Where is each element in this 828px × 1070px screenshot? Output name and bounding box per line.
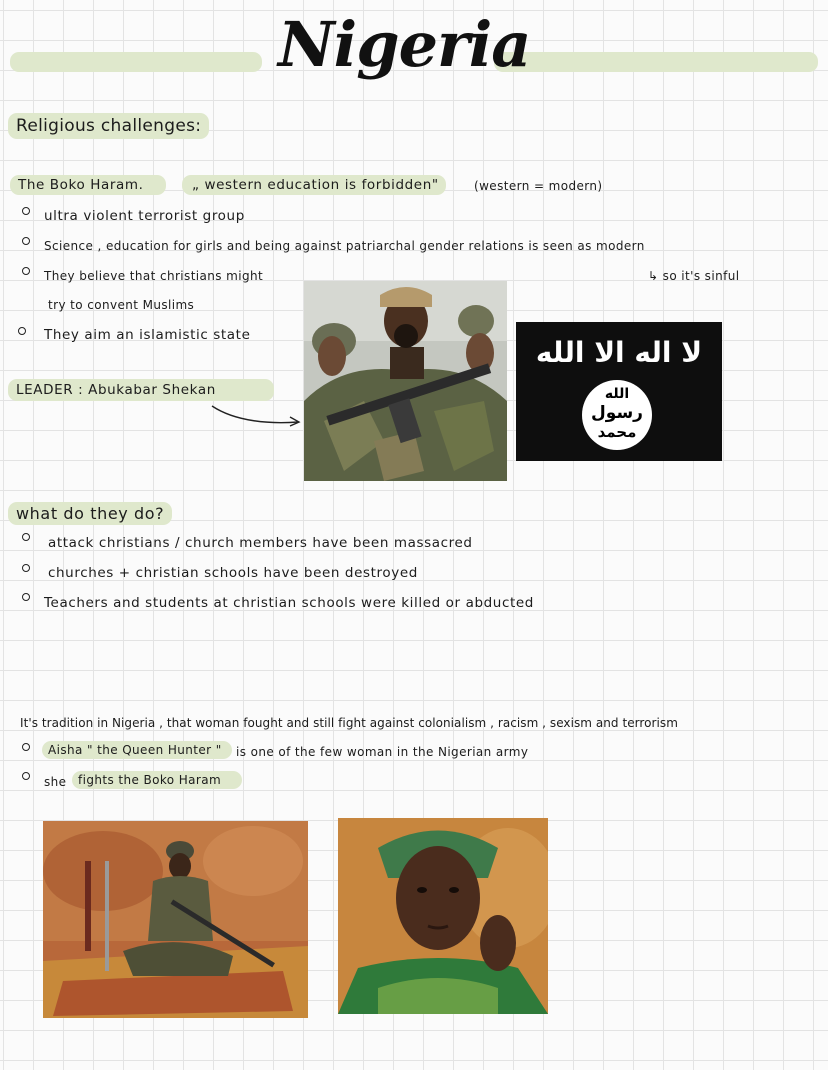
boko-bullet-2: Science , education for girls and being against patriarchal gender relations is seen as modern bbox=[44, 239, 645, 253]
seal-line-3: محمد bbox=[597, 423, 637, 441]
aisha-photo bbox=[338, 818, 548, 1014]
leader-photo bbox=[304, 281, 507, 481]
bullet-marker bbox=[18, 327, 26, 335]
bullet-marker bbox=[22, 772, 30, 780]
actions-bullet-3: Teachers and students at christian schools were killed or abducted bbox=[44, 595, 534, 611]
bullet-marker bbox=[22, 267, 30, 275]
actions-bullet-2: churches + christian schools have been destroyed bbox=[48, 565, 418, 581]
seal-line-2: رسول bbox=[591, 403, 643, 423]
arrow-icon bbox=[206, 400, 306, 430]
boko-bullet-3-cont: try to convent Muslims bbox=[48, 298, 195, 312]
boko-bullet-3: They believe that christians might bbox=[44, 269, 264, 283]
fights-highlight: fights the Boko Haram bbox=[72, 771, 242, 789]
boko-haram-label: The Boko Haram. bbox=[10, 175, 166, 195]
bullet-marker bbox=[22, 593, 30, 601]
boko-bullet-1: ultra violent terrorist group bbox=[44, 208, 245, 224]
sinful-note: ↳ so it's sinful bbox=[648, 269, 740, 283]
section-heading: Religious challenges: bbox=[8, 113, 209, 139]
bullet-marker bbox=[22, 237, 30, 245]
actions-heading: what do they do? bbox=[8, 502, 172, 525]
boko-haram-translation: „ western education is forbidden" bbox=[182, 175, 446, 195]
bullet-marker bbox=[22, 207, 30, 215]
page-title: Nigeria bbox=[278, 8, 531, 81]
title-bar-left bbox=[10, 52, 262, 72]
boko-bullet-4: They aim an islamistic state bbox=[44, 327, 251, 343]
soldier-photo bbox=[43, 821, 308, 1018]
bullet-marker bbox=[22, 564, 30, 572]
flag-seal bbox=[582, 380, 652, 450]
leader-label: LEADER : Abukabar Shekan bbox=[8, 379, 274, 401]
bullet-marker bbox=[22, 743, 30, 751]
seal-line-1: الله bbox=[604, 386, 630, 402]
bullet-marker bbox=[22, 533, 30, 541]
fights-prefix: she bbox=[44, 775, 67, 789]
aisha-name: Aisha " the Queen Hunter " bbox=[42, 741, 232, 759]
flag-text-line: لا اله الا الله bbox=[535, 336, 703, 369]
western-note: (western = modern) bbox=[474, 179, 603, 193]
actions-bullet-1: attack christians / church members have been massacred bbox=[48, 535, 473, 551]
aisha-description: is one of the few woman in the Nigerian army bbox=[236, 745, 529, 759]
title-bar-right bbox=[494, 52, 818, 72]
women-intro: It's tradition in Nigeria , that woman fought and still fight against colonialism , racism , sexism and terrorism bbox=[20, 716, 678, 730]
black-flag bbox=[516, 322, 722, 461]
